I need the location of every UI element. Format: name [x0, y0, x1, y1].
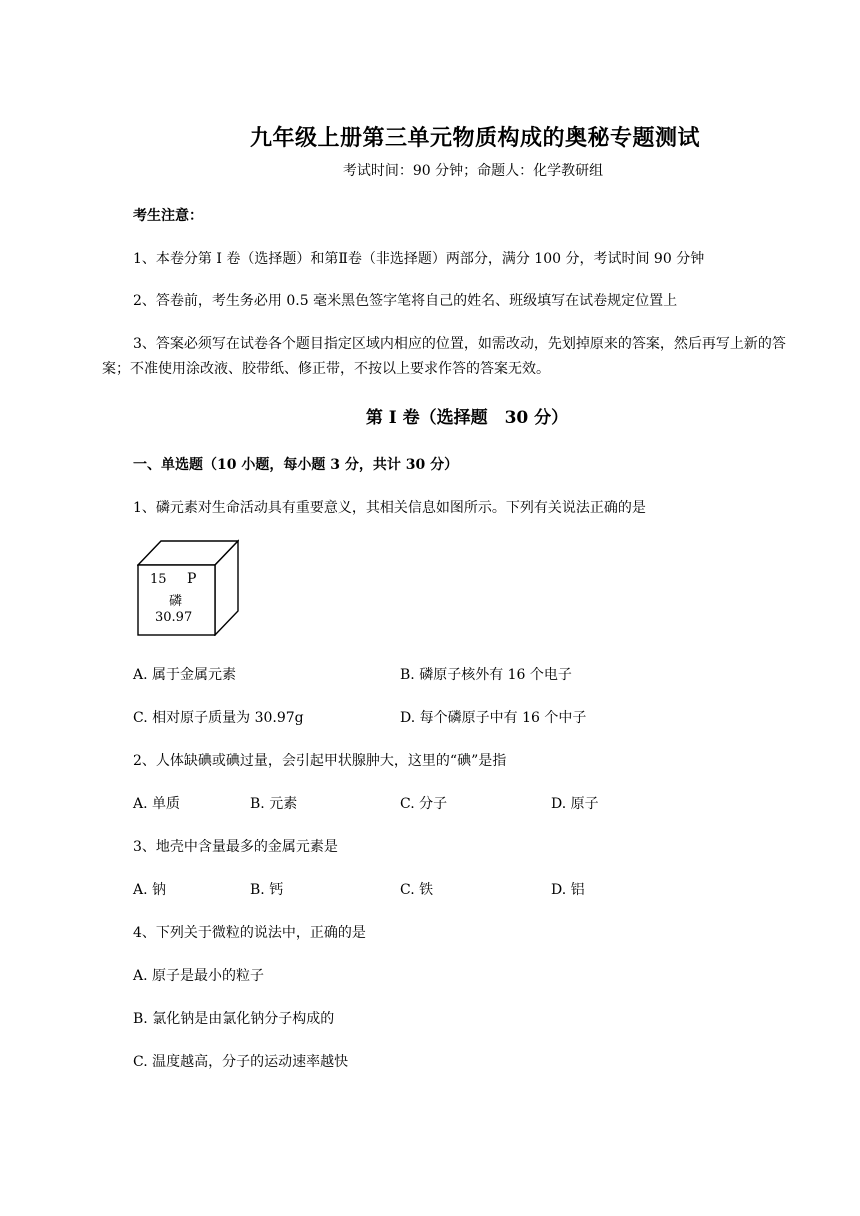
- notice-item-2: 2、答卷前，考生务必用 0.5 毫米黑色签字笔将自己的姓名、班级填写在试卷规定位置上: [133, 293, 678, 309]
- q2-option-c: C. 分子: [400, 796, 448, 812]
- q3-option-b: B. 钙: [250, 882, 284, 898]
- q3-option-a: A. 钠: [133, 882, 167, 898]
- element-name: 磷: [169, 594, 183, 609]
- q3-option-d: D. 铝: [551, 882, 585, 898]
- q1-option-b: B. 磷原子核外有 16 个电子: [400, 667, 572, 683]
- q4-option-b: B. 氯化钠是由氯化钠分子构成的: [133, 1011, 335, 1027]
- element-atomic-number: 15: [150, 572, 167, 587]
- question-3-stem: 3、地壳中含量最多的金属元素是: [133, 839, 338, 855]
- part-title: 一、单选题（10 小题，每小题 3 分，共计 30 分）: [133, 457, 459, 473]
- notice-item-3: 3、答案必须写在试卷各个题目指定区域内相应的位置，如需改动，先划掉原来的答案，然后再写上新的答案；不准使用涂改液、胶带纸、修正带，不按以上要求作答的答案无效。: [102, 336, 786, 377]
- question-1-stem: 1、磷元素对生命活动具有重要意义，其相关信息如图所示。下列有关说法正确的是: [133, 500, 646, 516]
- notice-heading: 考生注意：: [133, 208, 203, 224]
- q3-option-c: C. 铁: [400, 882, 434, 898]
- exam-info: 考试时间：90 分钟；命题人：化学教研组: [342, 163, 604, 179]
- section-title: 第 I 卷（选择题 30 分）: [365, 408, 569, 428]
- element-card-figure: [137, 538, 239, 636]
- q2-option-b: B. 元素: [250, 796, 298, 812]
- q1-option-c: C. 相对原子质量为 30.97g: [133, 710, 304, 726]
- question-4-stem: 4、下列关于微粒的说法中，正确的是: [133, 925, 366, 941]
- notice-item-1: 1、本卷分第 I 卷（选择题）和第Ⅱ卷（非选择题）两部分，满分 100 分，考试时间 90 分钟: [133, 251, 705, 267]
- question-2-stem: 2、人体缺碘或碘过量，会引起甲状腺肿大，这里的“碘”是指: [133, 753, 507, 769]
- page-title: 九年级上册第三单元物质构成的奥秘专题测试: [249, 125, 700, 151]
- element-symbol: P: [187, 571, 197, 587]
- q4-option-a: A. 原子是最小的粒子: [133, 968, 265, 984]
- q2-option-d: D. 原子: [551, 796, 599, 812]
- q2-option-a: A. 单质: [133, 796, 181, 812]
- element-atomic-mass: 30.97: [155, 610, 193, 625]
- q4-option-c: C. 温度越高，分子的运动速率越快: [133, 1054, 349, 1070]
- q1-option-a: A. 属于金属元素: [133, 667, 237, 683]
- q1-option-d: D. 每个磷原子中有 16 个中子: [400, 710, 587, 726]
